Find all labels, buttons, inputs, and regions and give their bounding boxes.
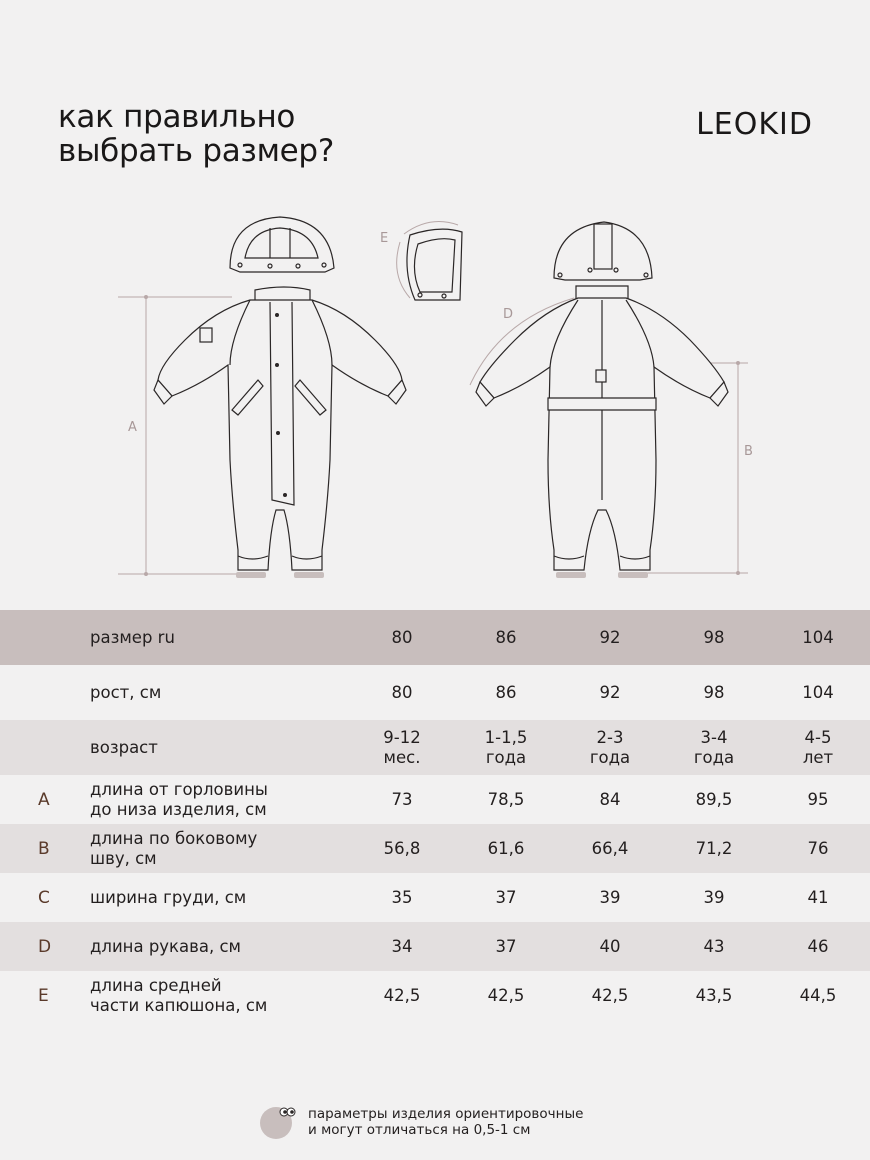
cell-B: 66,4: [591, 838, 629, 858]
cell-age: 3-4 года: [693, 727, 735, 767]
cell-C: 37: [495, 887, 517, 907]
cell-age: 9-12 мес.: [383, 727, 421, 767]
cell-size: 80: [391, 627, 413, 647]
cell-B: 56,8: [383, 838, 421, 858]
cell-A: 89,5: [695, 789, 733, 809]
cell-size: 104: [802, 627, 834, 647]
row-label-B: длина по боковому шву, см: [90, 828, 258, 868]
label-D: D: [503, 307, 514, 322]
label-A: A: [128, 420, 137, 435]
size-table: [0, 610, 870, 1021]
row-label-C: ширина груди, см: [90, 887, 247, 907]
row-letter-D: D: [38, 936, 52, 957]
cell-E: 42,5: [591, 986, 629, 1005]
label-B: B: [744, 444, 753, 459]
hood-side-view: [407, 229, 462, 300]
row-label-age: возраст: [90, 737, 158, 757]
cell-E: 42,5: [383, 986, 421, 1005]
cell-A: 84: [599, 789, 621, 809]
page-title: [58, 100, 334, 168]
table-row-B: [0, 824, 870, 873]
cell-E: 44,5: [799, 986, 837, 1005]
row-letter-E: E: [38, 986, 49, 1006]
jumpsuit-diagram: [0, 200, 870, 600]
brand-logo: LEOKID: [696, 107, 813, 142]
cell-A: 73: [391, 789, 413, 809]
title-line-2: выбрать размер?: [58, 133, 334, 169]
row-letter-B: B: [38, 838, 50, 859]
table-row-A: [0, 775, 870, 824]
cell-size: 98: [703, 627, 725, 647]
cell-A: 78,5: [487, 789, 525, 809]
cell-height: 104: [802, 682, 834, 702]
cell-size: 92: [599, 627, 621, 647]
footnote-line-2: и могут отличаться на 0,5-1 см: [308, 1122, 531, 1138]
cell-D: 37: [495, 936, 517, 956]
cell-A: 95: [807, 789, 829, 809]
title-line-1: как правильно: [58, 99, 296, 135]
jumpsuit-svg: [0, 200, 870, 600]
table-row-height: [0, 665, 870, 720]
cell-height: 92: [599, 682, 621, 702]
label-E: E: [380, 231, 389, 246]
table-row-C: [0, 873, 870, 922]
cell-size: 86: [495, 627, 517, 647]
table-row-size: [0, 610, 870, 665]
cell-E: 42,5: [487, 986, 525, 1005]
table-row-D: [0, 922, 870, 971]
footnote-line-1: параметры изделия ориентировочные: [308, 1106, 584, 1122]
cell-B: 61,6: [487, 838, 525, 858]
cell-age: 4-5 лет: [802, 727, 834, 767]
row-label-A: длина от горловины до низа изделия, см: [90, 779, 268, 819]
table-row-age: [0, 720, 870, 775]
cell-C: 35: [391, 887, 413, 907]
cell-B: 71,2: [695, 838, 733, 858]
cell-C: 39: [703, 887, 725, 907]
row-label-E: длина средней части капюшона, см: [90, 976, 268, 1015]
cell-D: 46: [807, 936, 829, 956]
footnote-text: [308, 1106, 583, 1138]
cell-C: 39: [599, 887, 621, 907]
cell-C: 41: [807, 887, 829, 907]
cell-age: 1-1,5 года: [484, 727, 528, 767]
row-letter-A: A: [38, 789, 50, 810]
row-label-size: размер ru: [90, 627, 175, 647]
table-row-E: [0, 971, 870, 1021]
cell-E: 43,5: [695, 986, 733, 1005]
cell-D: 43: [703, 936, 725, 956]
cell-D: 40: [599, 936, 621, 956]
footnote: [258, 1102, 583, 1142]
row-label-height: рост, см: [90, 682, 162, 702]
eyes-blob-icon: [258, 1102, 298, 1142]
front-view: [154, 217, 406, 570]
cell-D: 34: [391, 936, 413, 956]
row-label-D: длина рукава, см: [90, 936, 241, 956]
cell-height: 98: [703, 682, 725, 702]
cell-B: 76: [807, 838, 829, 858]
cell-height: 80: [391, 682, 413, 702]
back-view: [476, 222, 728, 570]
cell-height: 86: [495, 682, 517, 702]
row-letter-C: C: [38, 887, 50, 908]
cell-age: 2-3 года: [589, 727, 631, 767]
